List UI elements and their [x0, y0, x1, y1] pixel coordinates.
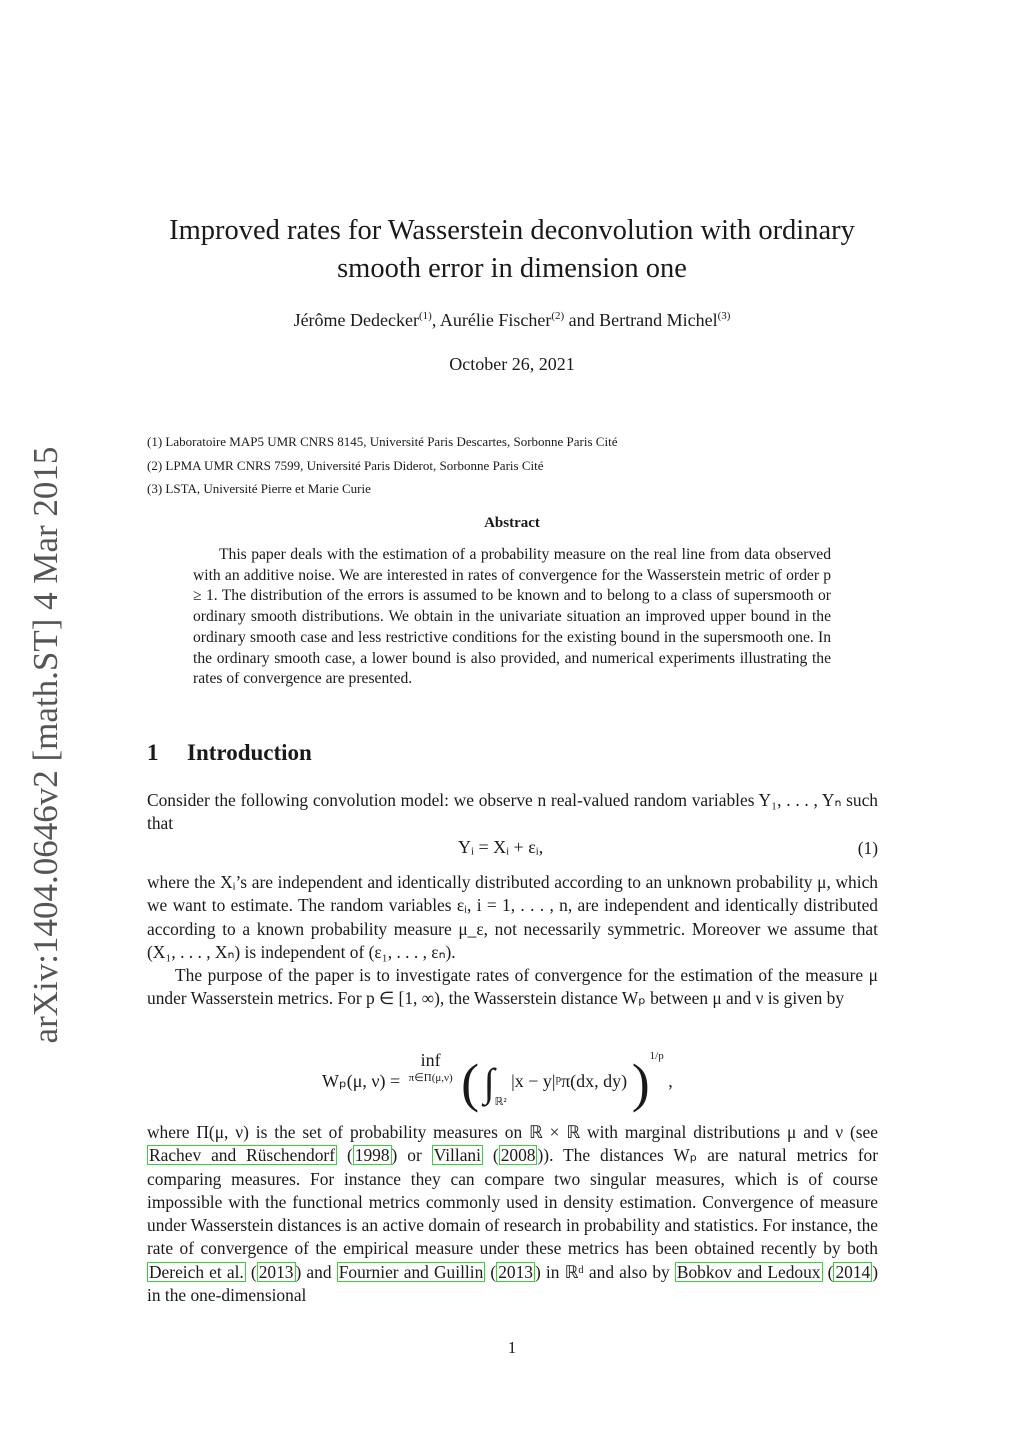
- text-run: (: [482, 1145, 499, 1166]
- author-dedecker: Jérôme Dedecker: [293, 310, 419, 330]
- paragraph-1: Consider the following convolution model: we observe n real-valued random variables Y₁, . . . , Yₙ such that: [147, 790, 878, 834]
- text-run: (: [245, 1261, 257, 1282]
- citation-villani[interactable]: Villani: [433, 1145, 481, 1166]
- abstract-heading: Abstract: [484, 515, 540, 531]
- integral-domain: ℝ²: [494, 1096, 507, 1108]
- affiliation-1: (1) Laboratoire MAP5 UMR CNRS 8145, Université Paris Descartes, Sorbonne Paris Cité: [147, 434, 618, 449]
- inf-subscript: π∈Π(μ,ν): [408, 1072, 453, 1084]
- equation-1-label: (1): [857, 838, 878, 858]
- citation-dereich-et-al[interactable]: Dereich et al.: [149, 1261, 244, 1282]
- text-run: ) or: [391, 1145, 432, 1166]
- text-run: ) in the one-dimensional: [147, 1261, 879, 1306]
- author-separator: ,: [431, 310, 440, 330]
- equation-1: Yᵢ = Xᵢ + εᵢ,: [458, 837, 544, 857]
- citation-year-2013-fournier[interactable]: 2013: [498, 1261, 533, 1282]
- paper-title: [140, 212, 884, 288]
- left-paren-icon: (: [461, 1052, 480, 1113]
- text-run: (: [485, 1261, 497, 1282]
- section-number: 1: [147, 740, 159, 765]
- integral-sign-icon: ∫: [483, 1059, 495, 1105]
- author-separator: and: [564, 310, 600, 330]
- text-run: ) in ℝᵈ and also by: [535, 1261, 675, 1282]
- text-run: )). The distances Wₚ are natural metrics for comparing measures. For instance they can compare two singular measures, which is of course impossible with the functional metrics commonly used in density estimation. Convergence of measure under Wasserstein distances is an active domain of research in probability and statistics. For instance, the rate of convergence of the empirical measure under these metrics has been obtained recently by both: [147, 1145, 878, 1259]
- citation-year-2013-dereich[interactable]: 2013: [258, 1261, 294, 1282]
- text-run: where Π(μ, ν) is the set of probability measures on ℝ × ℝ with marginal distributions μ and ν (see: [147, 1122, 878, 1142]
- affiliation-3: (3) LSTA, Université Pierre et Marie Curie: [147, 481, 371, 496]
- citation-rachev-ruschendorf[interactable]: Rachev and Rüschendorf: [149, 1145, 336, 1166]
- page-number: 1: [507, 1338, 517, 1357]
- paper-date: October 26, 2021: [449, 354, 575, 374]
- affiliation-2: (2) LPMA UMR CNRS 7599, Université Paris Diderot, Sorbonne Paris Cité: [147, 457, 544, 473]
- right-paren-icon: ): [631, 1052, 650, 1113]
- wasserstein-lhs: Wₚ(μ, ν) =: [322, 1071, 401, 1091]
- citation-year-2014[interactable]: 2014: [835, 1261, 871, 1282]
- paragraph-3: The purpose of the paper is to investigate rates of convergence for the estimation of the measure μ under Wasserstein metrics. For p ∈ [1, ∞), the Wasserstein distance Wₚ between μ and ν is given by: [147, 965, 878, 1009]
- outer-exponent: 1/p: [649, 1050, 664, 1062]
- citation-year-1998[interactable]: 1998: [354, 1145, 390, 1166]
- integrand: |x − y|ᵖπ(dx, dy): [511, 1071, 628, 1091]
- inf-label: inf: [420, 1050, 441, 1070]
- abstract-text: This paper deals with the estimation of a probability measure on the real line from data observed with an additive noise. We are interested in rates of convergence for the Wasserstein metric of order p ≥ 1. The distribution of the errors is assumed to be known and to belong to a class of supersmooth or ordinary smooth distributions. We obtain in the univariate situation an improved upper bound in the ordinary smooth case and less restrictive conditions for the existing bound in the supersmooth one. In the ordinary smooth case, a lower bound is also provided, and numerical experiments illustrating the rates of convergence are presented.: [193, 546, 831, 688]
- infimum-operator: [409, 1050, 453, 1084]
- text-run: ) and: [295, 1261, 337, 1282]
- citation-fournier-guillin[interactable]: Fournier and Guillin: [338, 1261, 484, 1282]
- section-title: Introduction: [187, 740, 312, 765]
- section-heading-introduction: [147, 740, 312, 766]
- text-run: (: [822, 1261, 834, 1282]
- author-dedecker-affil: (1): [419, 310, 432, 322]
- paragraph-2: where the Xᵢ’s are independent and identically distributed according to an unknown probability μ, which we want to estimate. The random variables εᵢ, i = 1, . . . , n, are independent and identically distributed according to a known probability measure μ_ε, not necessarily symmetric. Moreover we assume that (X₁, . . . , Xₙ) is independent of (ε₁, . . . , εₙ).: [147, 872, 878, 962]
- paragraph-4: [147, 1121, 878, 1307]
- title-line-2: smooth error in dimension one: [337, 253, 687, 284]
- author-michel-affil: (3): [717, 310, 731, 322]
- arxiv-identifier-stamp: arXiv:1404.0646v2 [math.ST] 4 Mar 2015: [26, 446, 65, 1044]
- author-fischer-affil: (2): [551, 310, 565, 322]
- author-list: [140, 310, 884, 331]
- affiliations: [147, 430, 617, 501]
- equation-trailing-comma: ,: [668, 1071, 673, 1091]
- citation-bobkov-ledoux[interactable]: Bobkov and Ledoux: [676, 1261, 821, 1282]
- title-line-1: Improved rates for Wasserstein deconvolution with ordinary: [169, 215, 855, 246]
- text-run: (: [337, 1145, 353, 1166]
- author-michel: Bertrand Michel: [599, 310, 718, 330]
- equation-wasserstein: [322, 1050, 673, 1113]
- citation-year-2008[interactable]: 2008: [500, 1145, 536, 1166]
- author-fischer: Aurélie Fischer: [439, 310, 552, 330]
